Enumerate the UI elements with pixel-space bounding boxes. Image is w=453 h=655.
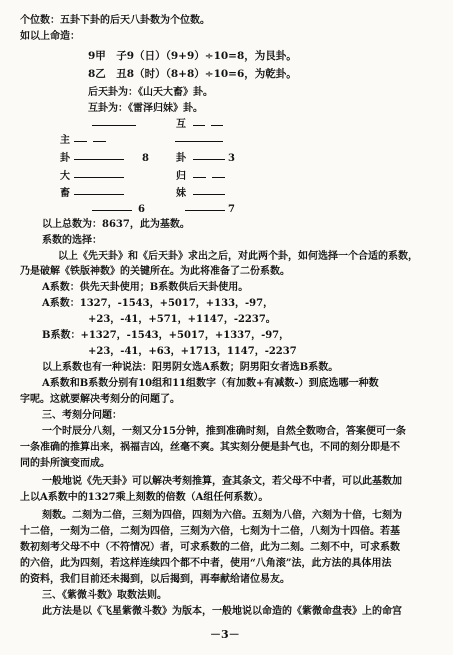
page-number: －3－: [210, 628, 240, 641]
text-line: 互卦为：《雷泽归妹》卦。: [88, 103, 203, 114]
text-line: 上以A系数中的1327乘上刻数的倍数（A组任何系数）。: [20, 492, 269, 503]
text-line: B系数：+1327，-1543，+5017，+1337，-97，: [42, 330, 290, 341]
text-line: 十二倍，一刻为二倍，二刻为四倍，三刻为六倍，七刻为十二倍，八刻为十四倍。若基: [20, 526, 400, 537]
text-line: A系数和B系数分别有10组和11组数字（有加数+有减数-）到底选哪一种数: [42, 378, 379, 389]
yang-line: [92, 210, 132, 211]
yang-line: [74, 194, 124, 195]
yin-line: [74, 141, 87, 142]
text-line: 乃是破解《铁版神数》的关键所在。为此将准备了二份系数。: [20, 266, 290, 277]
yin-line: [212, 177, 225, 178]
hexagram-number: 7: [228, 204, 235, 215]
yin-line: [193, 125, 205, 126]
text-line: 一般地说《先天卦》可以解决考刻推算，查其条文，若父母不中者，可以此基数加: [42, 476, 402, 487]
text-line: 此方法是以《飞星紫微斗数》为版本，一般地说以命造的《紫微命盘表》上的命宫: [42, 606, 402, 617]
text-line: 以上系数也有一种说法：阳男阴女选A系数；阴男阳女者选B系数。: [42, 362, 339, 373]
text-line: 9甲 子9（日）（9+9）÷10=8，为艮卦。: [88, 50, 297, 62]
text-line: 刻数。二刻为二倍，三刻为四倍，四刻为六倍。五刻为八倍，六刻为十倍，七刻为: [42, 510, 402, 521]
yang-line: [92, 125, 136, 126]
yang-line: [74, 159, 124, 160]
hexagram-number: 8: [142, 153, 149, 164]
text-line: 如以上命造：: [20, 31, 80, 42]
hexagram-number: 6: [138, 204, 145, 215]
hexagram-label: 互: [176, 119, 186, 130]
text-line: 系数的选择：: [42, 235, 102, 246]
hexagram-label: 卦: [60, 153, 70, 164]
section-heading: 三、考刻分问题：: [42, 410, 122, 421]
text-line: 的资料，我们目前还未揭到，以后揭到，再奉献给诸位易友。: [20, 574, 290, 585]
text-line: 数初刻考父母不中（不符情况）者，可求系数的二倍，此为二刻。二刻不中，可求系数: [20, 542, 400, 553]
yang-line: [185, 210, 225, 211]
hexagram-label: 妹: [176, 188, 186, 199]
text-line: 一个时辰分八刻，一刻又分15分钟，推到准确时刻，自然全数吻合，答案便可一条: [42, 426, 406, 437]
yang-line: [74, 177, 124, 178]
yang-line: [175, 141, 223, 142]
yin-line: [211, 125, 223, 126]
hexagram-label: 主: [60, 135, 70, 146]
yang-line: [193, 194, 225, 195]
text-line: 后天卦为：《山天大畜》卦。: [88, 87, 213, 98]
hexagram-label: 归: [176, 171, 186, 182]
text-line: 一条准确的推算出来，祸福吉凶，丝毫不爽。其实刻分便是卦气也，不同的刻分即是不: [20, 442, 400, 453]
hexagram-label: 畜: [60, 188, 70, 199]
section-heading: 三、《紫微斗数》取数法则。: [42, 590, 167, 601]
hexagram-label: 大: [60, 171, 70, 182]
yin-line: [93, 141, 106, 142]
text-line: 以上《先天卦》和《后天卦》求出之后，对此两个卦，如何选择一个合适的系数，: [58, 251, 418, 262]
text-line: +23，-41，+571，+1147，-2237。: [88, 314, 276, 325]
yin-line: [193, 177, 206, 178]
text-line: 字呢。这就要解决考刻分的问题了。: [20, 394, 180, 405]
text-line: 以上总数为：8637，此为基数。: [42, 219, 190, 230]
hexagram-label: 卦: [176, 153, 186, 164]
text-line: A系数：1327，-1543，+5017，+133，-97，: [42, 298, 274, 309]
text-line: 同的卦所演变而成。: [20, 458, 110, 469]
yang-line: [193, 159, 225, 160]
text-line: 个位数：五卦下卦的后天八卦数为个位数。: [20, 15, 210, 26]
hexagram-number: 3: [228, 153, 235, 164]
text-line: A系数：供先天卦使用；B系数供后天卦使用。: [42, 282, 249, 293]
text-line: 的六倍，此为四刻，若这样连续四个都不中者，使用“八角滚”法，此方法的具体用法: [20, 558, 392, 569]
text-line: +23，-41，+63，+1713，1147，-2237: [88, 346, 297, 357]
text-line: 8乙 丑8（时）（8+8）÷10=6，为乾卦。: [88, 68, 297, 80]
